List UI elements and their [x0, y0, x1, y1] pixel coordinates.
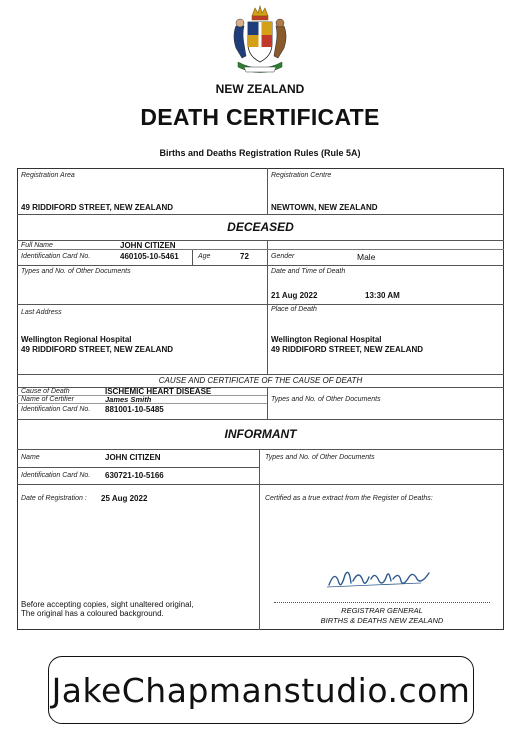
- informant-other-docs-label: Types and No. of Other Documents: [265, 454, 375, 461]
- certifier-id-value: 881001-10-5485: [105, 405, 164, 414]
- place-of-death-line1: Wellington Regional Hospital: [271, 335, 382, 344]
- gender-label: Gender: [271, 253, 295, 260]
- watermark-banner: [48, 656, 474, 724]
- registration-centre-label: Registration Centre: [271, 172, 332, 179]
- country-heading: NEW ZEALAND: [215, 82, 305, 96]
- cause-label: Cause of Death: [21, 388, 70, 395]
- deceased-heading: DECEASED: [227, 220, 294, 234]
- place-of-death-label: Place of Death: [271, 306, 317, 313]
- registrar-title-line1: REGISTRAR GENERAL: [341, 606, 423, 615]
- divider: [17, 249, 504, 250]
- certifier-id-label: Identification Card No.: [21, 406, 91, 413]
- document-title: DEATH CERTIFICATE: [140, 104, 380, 130]
- registration-centre-value: NEWTOWN, NEW ZEALAND: [271, 203, 378, 212]
- column-divider: [267, 387, 268, 419]
- column-divider: [192, 249, 193, 265]
- registration-date-value: 25 Aug 2022: [101, 494, 148, 503]
- watermark-text: JakeChapmanstudio.com: [51, 670, 471, 710]
- divider: [17, 419, 504, 420]
- signature-line: [274, 602, 490, 603]
- divider: [17, 214, 504, 215]
- divider: [17, 374, 504, 375]
- divider: [17, 265, 504, 266]
- notice-line1: Before accepting copies, sight unaltered original,: [21, 600, 194, 609]
- certifier-value: James Smith: [105, 395, 152, 404]
- coat-of-arms-icon: [222, 4, 298, 78]
- place-of-death-line2: 49 RIDDIFORD STREET, NEW ZEALAND: [271, 345, 424, 354]
- informant-heading: INFORMANT: [224, 427, 297, 441]
- informant-id-value: 630721-10-5166: [105, 471, 164, 480]
- certified-extract-label: Certified as a true extract from the Register of Deaths:: [265, 495, 433, 502]
- age-value: 72: [240, 252, 249, 261]
- column-divider: [259, 449, 260, 630]
- column-divider: [267, 240, 268, 374]
- cause-heading: CAUSE AND CERTIFICATE OF THE CAUSE OF DEATH: [158, 376, 363, 385]
- cause-other-docs-label: Types and No. of Other Documents: [271, 396, 381, 403]
- certifier-label: Name of Certifier: [21, 396, 74, 403]
- informant-name-label: Name: [21, 454, 40, 461]
- cause-value: ISCHEMIC HEART DISEASE: [105, 387, 212, 396]
- informant-id-label: Identification Card No.: [21, 472, 91, 479]
- date-of-death-value: 21 Aug 2022: [271, 291, 318, 300]
- deceased-id-value: 460105-10-5461: [120, 252, 179, 261]
- divider: [17, 240, 504, 241]
- last-address-line1: Wellington Regional Hospital: [21, 335, 132, 344]
- informant-name-value: JOHN CITIZEN: [105, 453, 161, 462]
- registrar-signature-icon: [325, 565, 435, 591]
- full-name-value: JOHN CITIZEN: [120, 241, 176, 250]
- divider: [17, 484, 504, 485]
- notice-line2: The original has a coloured background.: [21, 609, 164, 618]
- certificate-frame: [17, 168, 504, 630]
- datetime-label: Date and Time of Death: [271, 268, 346, 275]
- gender-value: Male: [357, 252, 376, 262]
- last-address-line2: 49 RIDDIFORD STREET, NEW ZEALAND: [21, 345, 174, 354]
- age-label: Age: [198, 253, 211, 260]
- deceased-id-label: Identification Card No.: [21, 253, 91, 260]
- time-of-death-value: 13:30 AM: [365, 291, 400, 300]
- document-subtitle: Births and Deaths Registration Rules (Rule 5A): [159, 148, 361, 158]
- column-divider: [267, 168, 268, 214]
- registrar-title-line2: BIRTHS & DEATHS NEW ZEALAND: [320, 616, 444, 625]
- divider: [17, 304, 504, 305]
- deceased-other-docs-label: Types and No. of Other Documents: [21, 268, 131, 275]
- registration-area-label: Registration Area: [21, 172, 75, 179]
- divider: [17, 449, 504, 450]
- divider: [17, 387, 504, 388]
- registration-date-label: Date of Registration :: [21, 495, 87, 502]
- registration-area-value: 49 RIDDIFORD STREET, NEW ZEALAND: [21, 203, 174, 212]
- divider: [17, 467, 259, 468]
- full-name-label: Full Name: [21, 242, 53, 249]
- last-address-label: Last Address: [21, 309, 62, 316]
